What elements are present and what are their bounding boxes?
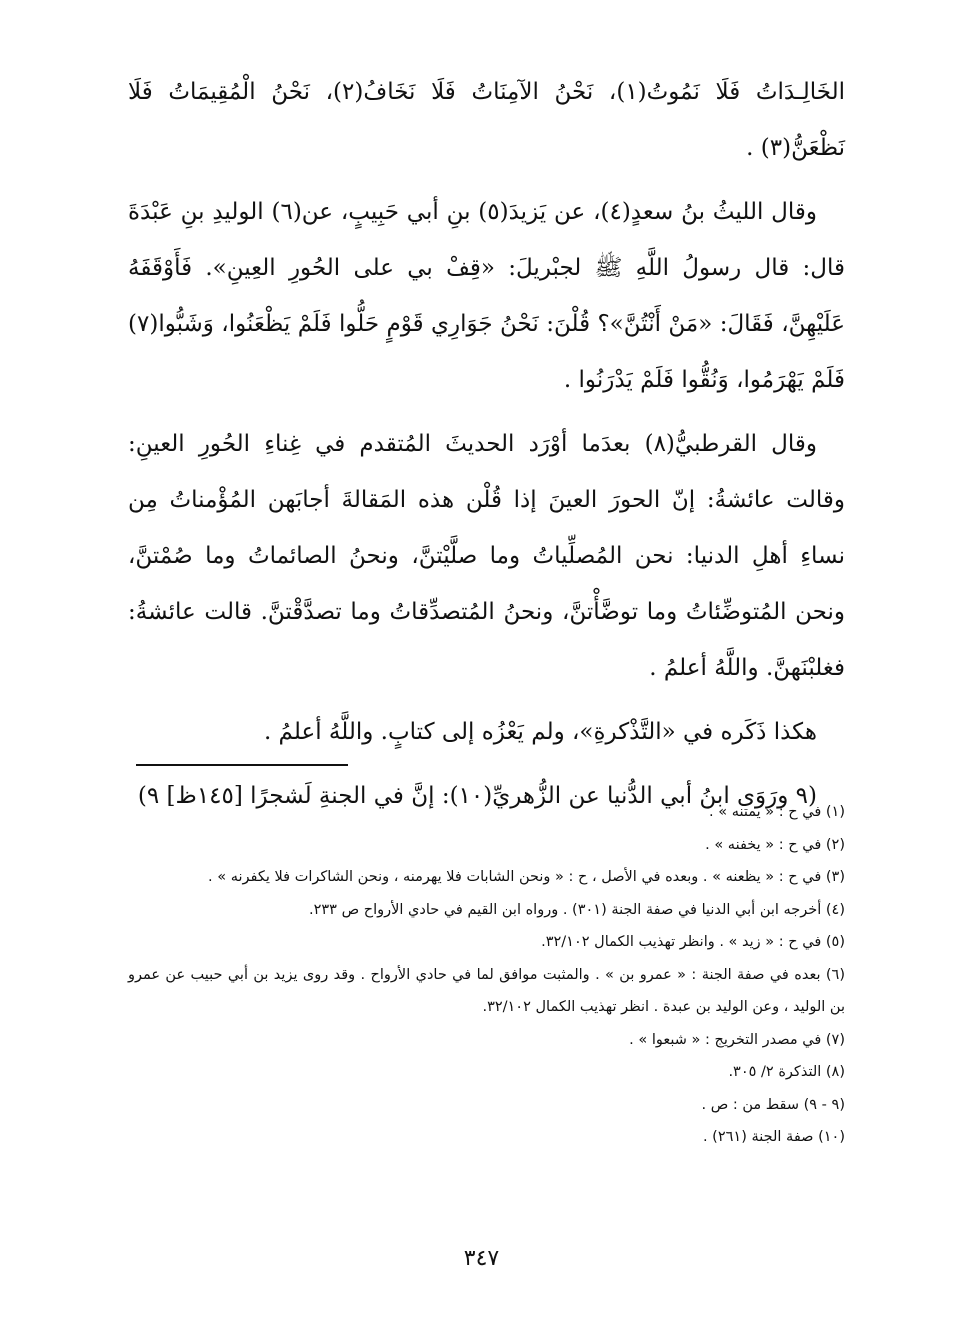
paragraph-4: هكذا ذَكَره في «التَّذْكرةِ»، ولم يَعْزُه إلى كتابٍ. واللَّهُ أعلمُ . <box>263 719 817 745</box>
page-number: ٣٤٧ <box>463 1246 500 1271</box>
footnote-2: (٢) في ح : « يخفنه » . <box>705 836 845 853</box>
footnote-9: (٩ - ٩) سقط من : ص . <box>701 1096 845 1113</box>
footnote-separator <box>136 764 348 766</box>
footnote-6: (٦) بعده في صفة الجنة : « عمرو بن » . والمثبت موافق لما في حادي الأرواح . وقد روى يزيد بن أبي حبيب عن عمرو بن الوليد ، وعن الوليد بن عبدة . انظر تهذيب الكمال ٣٢/١٠٢. <box>128 966 845 1015</box>
footnote-1: (١) في ح : « يمتنه » . <box>709 804 845 820</box>
footnote-10: (١٠) صفة الجنة (٢٦١) . <box>702 1129 845 1145</box>
footnote-3: (٣) في ح : « يظعنه » . وبعده في الأصل ، ح : « ونحن الشابات فلا يهرمنه ، ونحن الشاكرات فلا يكفرنه » . <box>208 869 845 885</box>
footnote-7: (٧) في مصدر التخريج : « شبعوا » . <box>629 1031 845 1048</box>
footnotes <box>128 796 845 1154</box>
paragraph-1: الخَالِـدَاتُ فَلَا نَمُوتُ(١)، نَحْنُ الآمِنَاتُ فَلَا نَخَافُ(٢)، نَحْنُ الْمُقِيمَاتُ فَلَا نَظْعَنُّ(٣) . <box>128 79 845 161</box>
paragraph-5: (٩ ورَوَى ابنُ أبي الدُّنيا عن الزُّهريِّ(١٠): إنَّ في الجنةِ لَشجرًا [١٤٥ظ] ٩) <box>137 783 817 809</box>
paragraph-2: وقال الليثُ بنُ سعدٍ(٤)، عن يَزيدَ(٥) بنِ أبي حَبِيبٍ، عن(٦) الوليدِ بنِ عَبْدَةَ قال: قال رسولُ اللَّهِ ﷺ لجبْريلَ: «قِفْ بي على الحُورِ العِينِ». فَأَوْقَفَهُ عَلَيْهِنَّ، فَقَالَ: «مَنْ أَنْتُنَّ»؟ قُلْنَ: نَحْنُ جَوَارِي قَوْمٍ حَلُّوا فَلَمْ يَظْعَنُوا، وَشَبُّوا(٧) فَلَمْ يَهْرَمُوا، وَنُقُّوا فَلَمْ يَدْرَنُوا . <box>128 199 845 393</box>
paragraph-3: وقال القرطبيُّ(٨) بعدَما أوْرَد الحديثَ المُتقدم في غِناءِ الحُورِ العينِ: وقالت عائشةُ: إنّ الحورَ العينَ إذا قُلْن هذه المَقالةَ أجابَهن المُؤْمناتُ مِن نساءِ أهلِ الدنيا: نحن المُصلِّياتُ وما صلَّيْتنَّ، ونحنُ الصائماتُ وما صُمْتنَّ، ونحن المُتوضِّئاتُ وما توضَّأْتنَّ، ونحنُ المُتصدِّقاتُ وما تصدَّقْتنَّ. قالت عائشةُ: فغلبْنَهنَّ. واللَّهُ أعلمُ . <box>128 431 845 681</box>
footnote-8: (٨) التذكرة ٢/ ٣٠٥. <box>728 1064 845 1080</box>
footnote-5: (٥) في ح : « زيد » . وانظر تهذيب الكمال ٣٢/١٠٢. <box>541 934 845 950</box>
main-text <box>128 64 845 832</box>
footnote-4: (٤) أخرجه ابن أبي الدنيا في صفة الجنة (٣٠١) . ورواه ابن القيم في حادي الأرواح ص ٢٣٣. <box>309 901 845 918</box>
